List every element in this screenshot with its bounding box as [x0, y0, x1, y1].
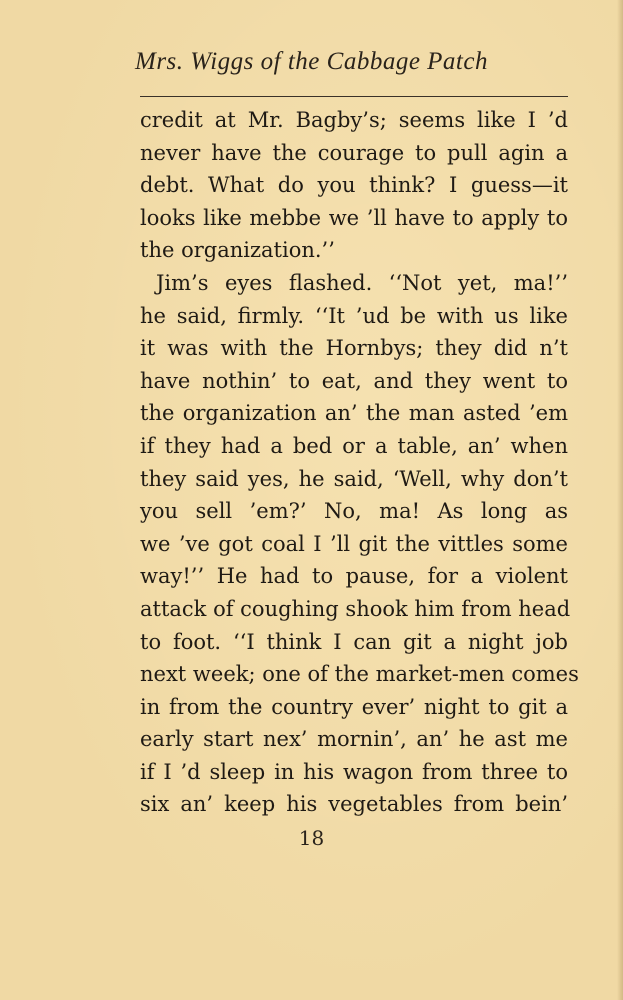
text-line: six an’ keep his vegetables from bein’ — [140, 792, 568, 817]
text-line: never have the courage to pull agin a — [140, 140, 568, 165]
text-line: credit at Mr. Bagby’s; seems like I ’d — [140, 108, 568, 132]
text-line: have nothin’ to eat, and they went to — [140, 368, 568, 393]
text-line: they said yes, he said, ‘Well, why don’t — [140, 466, 568, 491]
page-edge-shadow — [617, 0, 623, 1000]
text-line: if I ’d sleep in his wagon from three to — [140, 759, 568, 784]
text-line: next week; one of the market-men comes — [140, 662, 579, 687]
text-line: you sell ’em?’ No, ma! As long as — [140, 499, 568, 524]
text-line: the organization.’’ — [140, 238, 335, 263]
text-line: if they had a bed or a table, an’ when — [140, 433, 568, 458]
text-line: we ’ve got coal I ’ll git the vittles some — [140, 531, 568, 556]
text-line: Jim’s eyes flashed. ‘‘Not yet, ma!’’ — [156, 270, 568, 295]
running-head: Mrs. Wiggs of the Cabbage Patch — [135, 48, 488, 75]
text-line: early start nex’ mornin’, an’ he ast me — [140, 727, 568, 752]
text-line: to foot. ‘‘I think I can git a night job — [140, 629, 568, 654]
text-line: it was with the Hornbys; they did n’t — [140, 336, 568, 361]
text-line: the organization an’ the man asted ’em — [140, 401, 568, 426]
page-number: 18 — [298, 826, 325, 850]
text-line: debt. What do you think? I guess—it — [140, 173, 568, 198]
text-line: he said, firmly. ‘‘It ’ud be with us like — [140, 303, 568, 328]
text-line: way!’’ He had to pause, for a violent — [140, 564, 568, 589]
header-rule — [140, 96, 568, 97]
body-text — [140, 104, 579, 821]
text-line: attack of coughing shook him from head — [140, 596, 571, 621]
text-line: looks like mebbe we ’ll have to apply to — [140, 205, 568, 230]
text-line: in from the country ever’ night to git a — [140, 694, 568, 719]
